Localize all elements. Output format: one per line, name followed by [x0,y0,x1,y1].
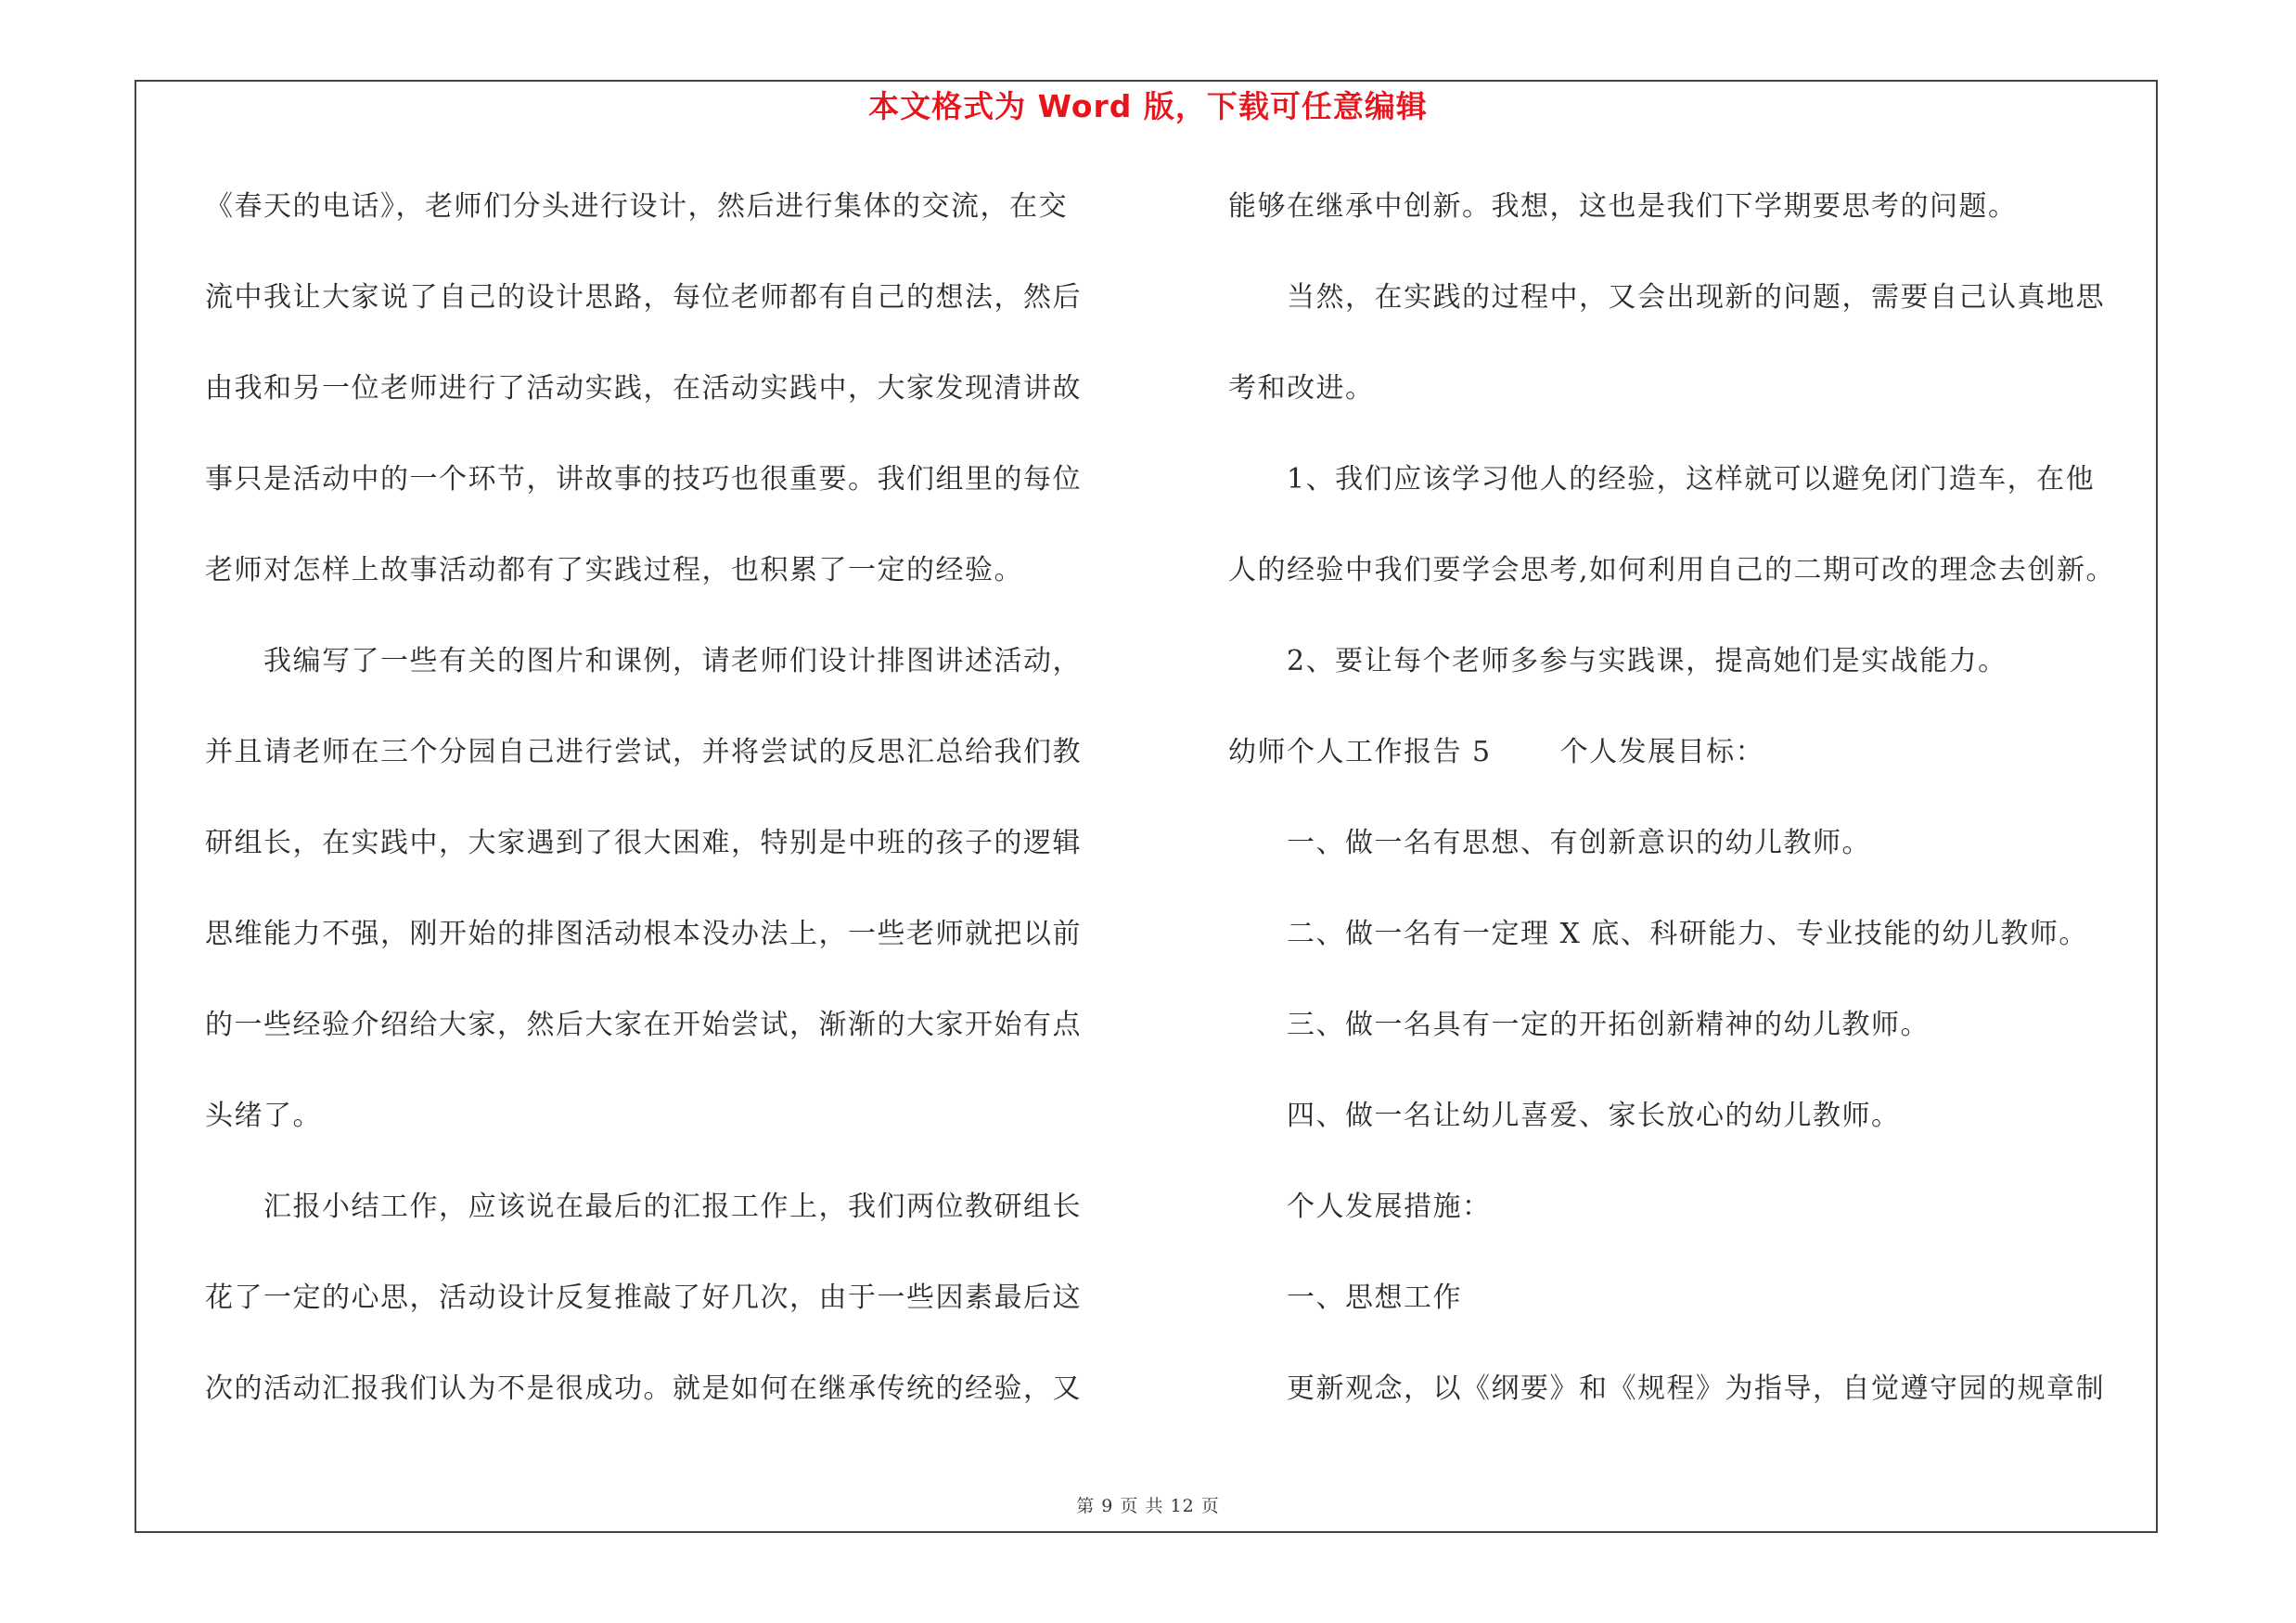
right-line-1: 能够在继承中创新。我想，这也是我们下学期要思考的问题。 [1228,190,2018,223]
left-line-1: 《春天的电话》，老师们分头进行设计，然后进行集体的交流，在交 [205,190,1068,223]
left-line-2: 流中我让大家说了自己的设计思路，每位老师都有自己的想法，然后 [205,281,1082,314]
left-line-3: 由我和另一位老师进行了活动实践，在活动实践中，大家发现清讲故 [205,372,1082,405]
right-line-2: 当然，在实践的过程中，又会出现新的问题，需要自己认真地思 [1228,281,2105,314]
right-line-12: 个人发展措施： [1228,1191,1492,1223]
format-notice-banner: 本文格式为 Word 版，下载可任意编辑 [868,88,1428,124]
left-line-8: 研组长，在实践中，大家遇到了很大困难，特别是中班的孩子的逻辑 [205,827,1082,859]
left-line-4: 事只是活动中的一个环节，讲故事的技巧也很重要。我们组里的每位 [205,463,1082,496]
left-line-11: 头绪了。 [205,1100,322,1132]
right-line-10: 三、做一名具有一定的开拓创新精神的幼儿教师。 [1228,1009,1930,1041]
right-line-4: 1、我们应该学习他人的经验，这样就可以避免闭门造车，在他 [1228,463,2096,496]
left-line-5: 老师对怎样上故事活动都有了实践过程，也积累了一定的经验。 [205,554,1023,586]
left-line-14: 次的活动汇报我们认为不是很成功。就是如何在继承传统的经验，又 [205,1372,1082,1405]
page-number-footer: 第 9 页 共 12 页 [1076,1496,1220,1516]
left-line-6: 我编写了一些有关的图片和课例，请老师们设计排图讲述活动， [205,645,1082,677]
right-line-5: 人的经验中我们要学会思考,如何利用自己的二期可改的理念去创新。 [1228,554,2116,586]
left-line-7: 并且请老师在三个分园自己进行尝试，并将尝试的反思汇总给我们教 [205,736,1082,768]
right-line-11: 四、做一名让幼儿喜爱、家长放心的幼儿教师。 [1228,1100,1901,1132]
left-line-12: 汇报小结工作，应该说在最后的汇报工作上，我们两位教研组长 [205,1191,1082,1223]
right-line-13: 一、思想工作 [1228,1282,1462,1314]
right-line-14: 更新观念，以《纲要》和《规程》为指导，自觉遵守园的规章制 [1228,1372,2105,1405]
left-line-9: 思维能力不强，刚开始的排图活动根本没办法上，一些老师就把以前 [205,918,1082,950]
left-line-10: 的一些经验介绍给大家，然后大家在开始尝试，渐渐的大家开始有点 [205,1009,1082,1041]
section-heading-report-5: 幼师个人工作报告 5 个人发展目标： [1228,736,1765,768]
right-line-8: 一、做一名有思想、有创新意识的幼儿教师。 [1228,827,1871,859]
right-line-3: 考和改进。 [1228,372,1375,405]
right-line-9: 二、做一名有一定理 X 底、科研能力、专业技能的幼儿教师。 [1228,918,2088,950]
left-line-13: 花了一定的心思，活动设计反复推敲了好几次，由于一些因素最后这 [205,1282,1082,1314]
right-line-6: 2、要让每个老师多参与实践课，提高她们是实战能力。 [1228,645,2007,677]
